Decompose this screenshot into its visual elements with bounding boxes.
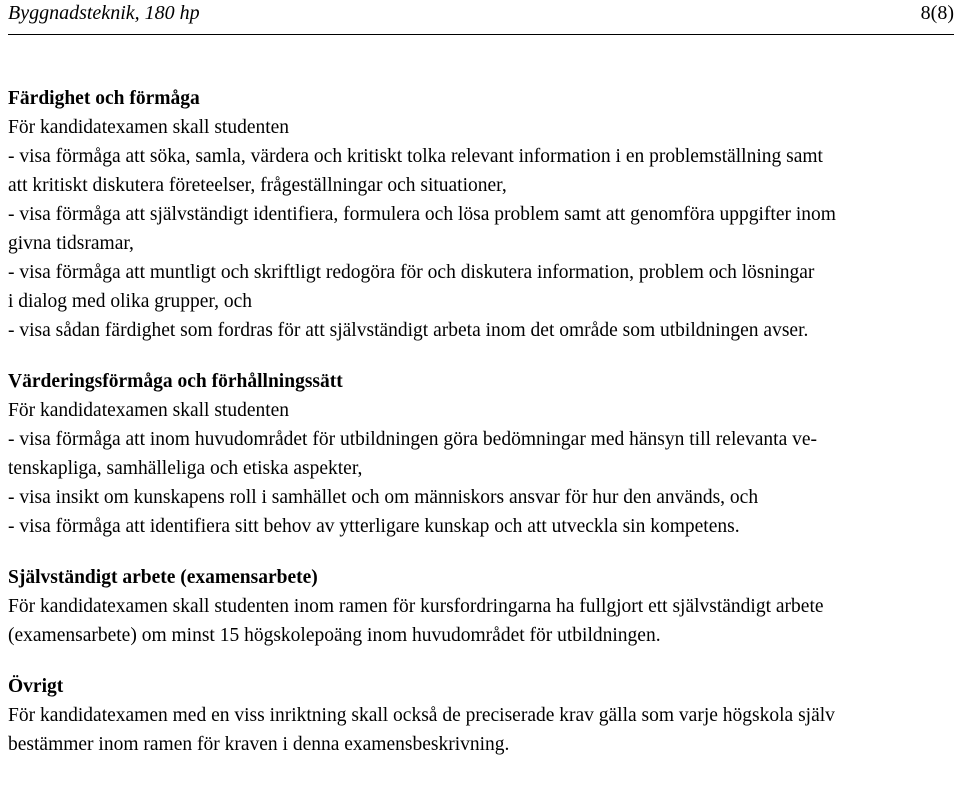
paragraph-line: att kritiskt diskutera företeelser, frågeställningar och situationer, [8, 175, 507, 196]
paragraph-line: - visa förmåga att självständigt identifiera, formulera och lösa problem samt att genomföra uppgifter inom [8, 204, 836, 225]
section-fardighet [8, 84, 954, 345]
section-heading: Självständigt arbete (examensarbete) [8, 567, 318, 588]
paragraph-line: För kandidatexamen skall studenten [8, 117, 290, 138]
section-heading: Värderingsförmåga och förhållningssätt [8, 371, 343, 392]
paragraph-line: bestämmer inom ramen för kraven i denna examensbeskrivning. [8, 734, 510, 755]
section-spacer [8, 345, 954, 367]
section-heading: Övrigt [8, 676, 64, 697]
paragraph-line: För kandidatexamen med en viss inriktning skall också de preciserade krav gälla som varje högskola själv [8, 705, 835, 726]
paragraph-line: (examensarbete) om minst 15 högskolepoäng inom huvudområdet för utbildningen. [8, 625, 661, 646]
section-sjalvstandigt-arbete [8, 563, 954, 650]
paragraph-line: - visa förmåga att söka, samla, värdera och kritiskt tolka relevant information i en problemställning samt [8, 146, 823, 167]
section-spacer [8, 650, 954, 672]
paragraph-line: - visa förmåga att muntligt och skriftligt redogöra för och diskutera information, problem och lösningar [8, 262, 815, 283]
program-title: Byggnadsteknik, 180 hp [8, 2, 200, 24]
paragraph-line: - visa förmåga att inom huvudområdet för utbildningen göra bedömningar med hänsyn till relevanta ve- [8, 429, 818, 450]
paragraph-line: - visa sådan färdighet som fordras för att självständigt arbeta inom det område som utbildningen avser. [8, 320, 809, 341]
section-varderingsformaga [8, 367, 954, 541]
paragraph-line: - visa förmåga att identifiera sitt behov av ytterligare kunskap och att utveckla sin kompetens. [8, 516, 740, 537]
paragraph-line: - visa insikt om kunskapens roll i samhället och om människors ansvar för hur den används, och [8, 487, 759, 508]
paragraph-line: För kandidatexamen skall studenten [8, 400, 290, 421]
section-spacer [8, 541, 954, 563]
paragraph-line: i dialog med olika grupper, och [8, 291, 252, 312]
page-header [8, 0, 954, 35]
document-body [8, 84, 954, 759]
paragraph-line: För kandidatexamen skall studenten inom ramen för kursfordringarna ha fullgjort ett självständigt arbete [8, 596, 824, 617]
page-number: 8(8) [920, 2, 954, 24]
section-ovrigt [8, 672, 954, 759]
section-heading: Färdighet och förmåga [8, 88, 200, 109]
paragraph-line: givna tidsramar, [8, 233, 134, 254]
paragraph-line: tenskapliga, samhälleliga och etiska aspekter, [8, 458, 363, 479]
